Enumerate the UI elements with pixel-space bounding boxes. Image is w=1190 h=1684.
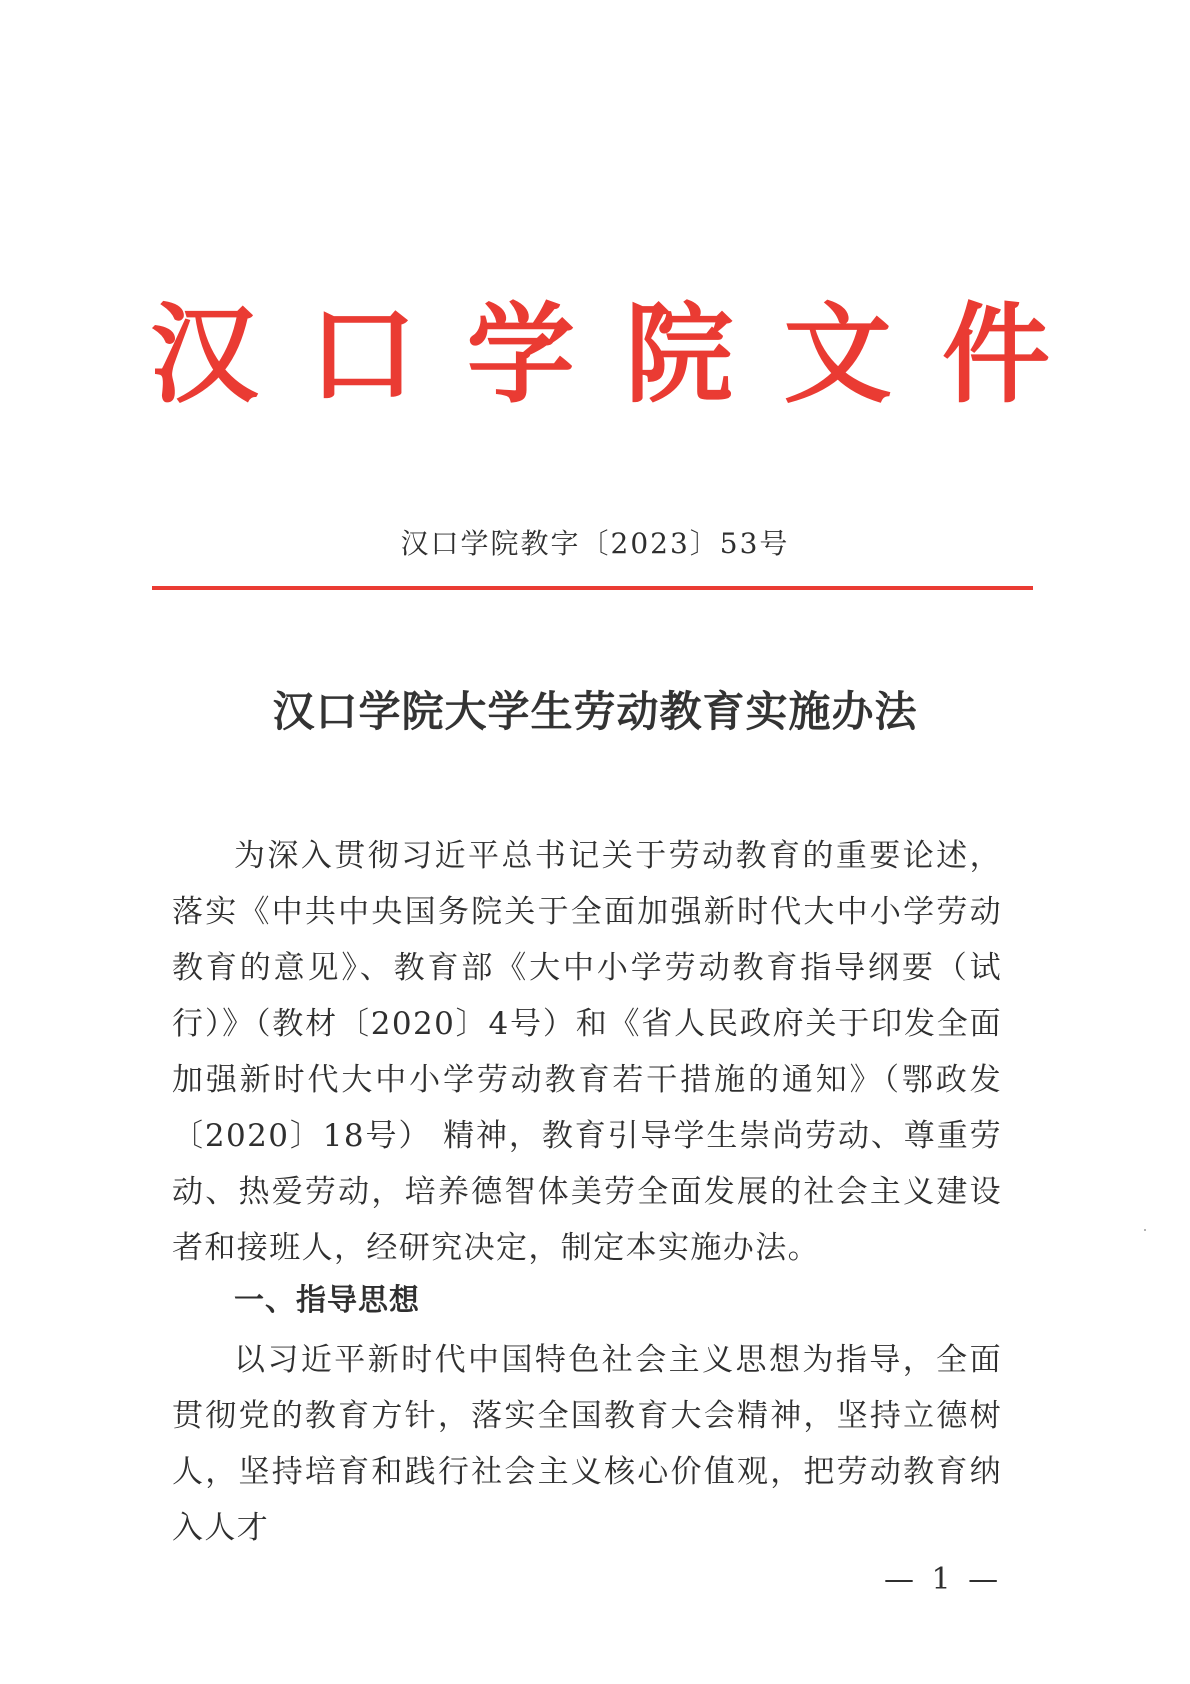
header-title-char: 院 [625,292,734,418]
document-title: 汉口学院大学生劳动教育实施办法 [272,687,918,736]
intro-paragraph: 为深入贯彻习近平总书记关于劳动教育的重要论述，落实《中共中央国务院关于全面加强新时代大中小学劳动教育的意见》、教育部《大中小学劳动教育指导纲要（试行）》（教材〔2020〕4号）和《省人民政府关于印发全面加强新时代大中小学劳动教育若干措施的通知》（鄂政发〔2020〕18号） 精神，教育引导学生崇尚劳动、尊重劳动、热爱劳动，培养德智体美劳全面发展的社会主义建设者和接班人，经研究决定，制定本实施办法。 [172,838,1002,1266]
header-title-char: 学 [466,292,575,418]
document-number: 汉口学院教字〔2023〕53号 [400,527,790,560]
header-title-char: 汉 [150,292,259,418]
header-title-char: 口 [308,292,417,418]
section-heading: 一、指导思想 [234,1283,420,1318]
header-title-char: 件 [941,292,1050,418]
header-divider [152,586,1033,590]
document-header-title [150,290,1050,420]
section-paragraph: 以习近平新时代中国特色社会主义思想为指导，全面贯彻党的教育方针，落实全国教育大会精神，坚持立德树人，坚持培育和践行社会主义核心价值观，把劳动教育纳入人才 [172,1342,1002,1546]
scan-speck [1144,1229,1146,1231]
page-number: — 1 — [884,1562,1003,1597]
header-title-char: 文 [783,292,892,418]
